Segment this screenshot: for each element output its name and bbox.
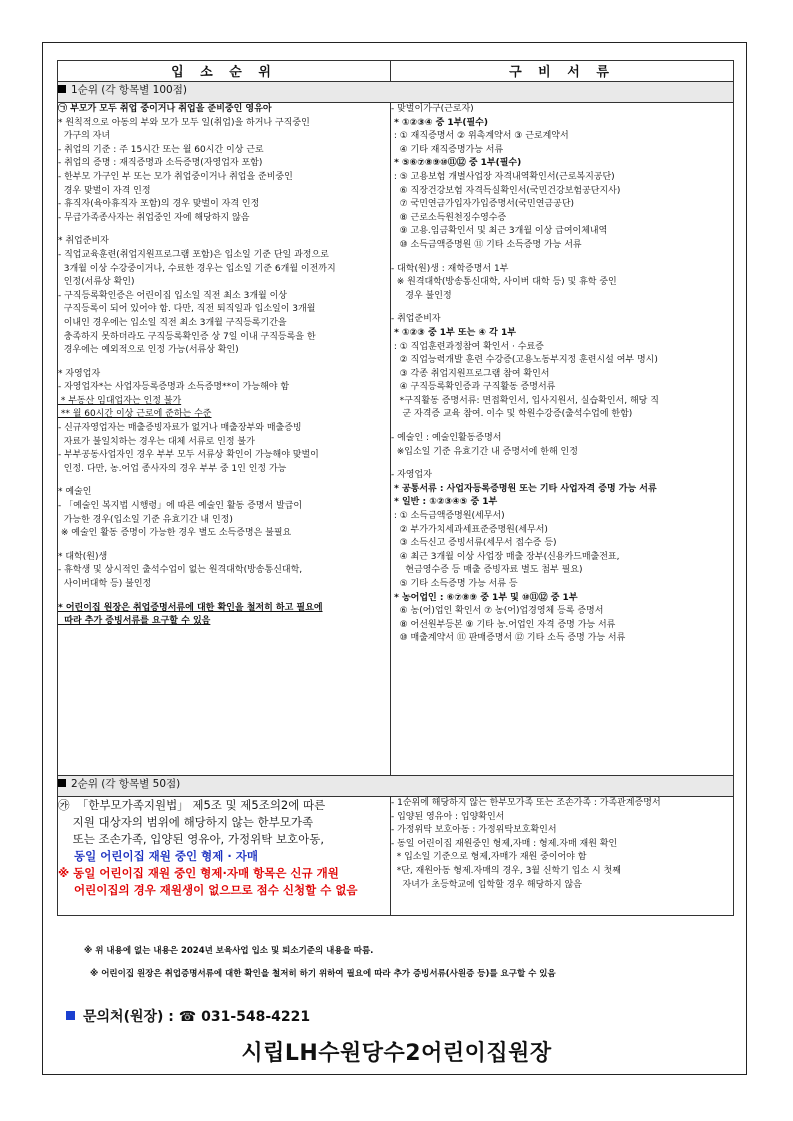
priority1-documents [391, 103, 734, 776]
right1-line: ④ 구직등록확인증과 구직활동 증명서류 [391, 382, 556, 393]
right2-line: - 가정위탁 보호아동 : 가정위탁보호확인서 [391, 825, 557, 836]
right1-line: *구직활동 증명서류: 면접확인서, 입사지원서, 실습확인서, 해당 직 [391, 395, 659, 406]
header-right: 구 비 서 류 [391, 61, 734, 82]
left1-line: 구직등록이 되어 있어야 함. 다만, 직전 퇴직일과 입소일이 3개월 [58, 304, 316, 315]
documents-list [391, 797, 733, 892]
right2-line: *단, 재원아동 형제.자매의 경우, 3월 신학기 입소 시 첫째 [391, 865, 621, 876]
right2-line: - 동일 어린이집 재원중인 형제,자매 : 형제.자매 재원 확인 [391, 838, 618, 849]
right1-line: ⑩ 매출계약서 ⑪ 판매증명서 ⑫ 기타 소득 증명 가능 서류 [391, 633, 626, 644]
right1-line: ⑥ 직장건강보험 자격득실확인서(국민건강보험공단지사) [391, 185, 621, 196]
priority2-documents [391, 797, 734, 916]
priority1-criteria [58, 103, 391, 776]
right1-line [391, 422, 733, 432]
left1-line: * 취업준비자 [58, 236, 109, 247]
left1-line: - 휴직자(육아휴직자 포함)의 경우 맞벌이 자격 인정 [58, 199, 260, 210]
right2-line: 자녀가 초등학교에 입학할 경우 해당하지 않음 [391, 879, 582, 890]
right1-line: ⑦ 국민연금가입자가입증명서(국민연금공단) [391, 199, 575, 210]
right1-line: ⑧ 어선원부등본 ⑨ 기타 농.어업인 자격 증명 가능 서류 [391, 619, 616, 630]
left1-line: - 「예술인 복지법 시행령」에 따른 예술인 활동 증명서 발급이 [58, 501, 303, 512]
left1-line: - 자영업자*는 사업자등록증명과 소득증명**이 가능해야 함 [58, 382, 290, 393]
right1-line: * 공통서류 : 사업자등록증명원 또는 기타 사업자격 증명 가능 서류 [391, 483, 657, 494]
right1-line: ⑤ 기타 소득증명 가능 서류 등 [391, 579, 518, 589]
left1-line: - 구직등록확인증은 어린이집 입소일 직전 최소 3개월 이상 [58, 290, 287, 301]
right1-line: - 맞벌이가구(근로자) [391, 104, 474, 114]
right1-line: * 농어업인 : ⑥⑦⑧⑨ 중 1부 및 ⑩⑪⑫ 중 1부 [391, 592, 578, 603]
left1-line: - 한부모 가구인 부 또는 모가 취업중이거나 취업을 준비중인 [58, 171, 293, 182]
left2-line: ㉮ 「한부모가족지원법」 제5조 및 제5조의2에 따른 [58, 798, 326, 812]
right1-line [391, 459, 733, 469]
square-bullet-icon [58, 779, 66, 787]
left1-line [58, 358, 390, 368]
right1-line: - 대학(원)생 : 재학증명서 1부 [391, 263, 509, 274]
right1-line: ③ 소득신고 증빙서류(세무서 접수증 등) [391, 538, 557, 549]
right1-line: ⑨ 고용.임금확인서 및 최근 3개월 이상 급여이체내역 [391, 226, 608, 237]
left1-line: 사이버대학 등) 불인정 [58, 579, 152, 589]
left1-line: - 무급가족종사자는 취업중인 자에 해당하지 않음 [58, 212, 250, 223]
left1-line: 경우 맞벌이 자격 인정 [58, 185, 151, 196]
right1-line: * ①②③ 중 1부 또는 ④ 각 1부 [391, 327, 516, 338]
right1-line: ② 부가가치세과세표준증명원(세무서) [391, 524, 548, 535]
left1-line: - 직업교육훈련(취업지원프로그램 포함)은 입소일 기준 단일 과정으로 [58, 249, 329, 260]
right1-line: ④ 최근 3개월 이상 사업장 매출 장부(신용카드매출전표, [391, 551, 620, 562]
right1-line: ④ 기타 재직증명가능 서류 [391, 144, 504, 155]
left1-line: * 어린이집 원장은 취업증명서류에 대한 확인을 철저히 하고 필요에 [58, 602, 323, 613]
left1-line: 경우에는 예외적으로 인정 가능(서류상 확인) [58, 345, 239, 356]
left1-line: - 휴학생 및 상시적인 출석수업이 없는 원격대학(방송통신대학, [58, 565, 303, 576]
footnote-2: ※ 어린이집 원장은 취업증명서류에 대한 확인을 철저히 하기 위하여 필요에 따라 추가 증빙서류(사원증 등)를 요구할 수 있음 [90, 969, 556, 979]
right1-line: - 자영업자 [391, 470, 432, 481]
left2-line: 어린이집의 경우 재원생이 없으므로 점수 신청할 수 없음 [58, 883, 358, 897]
right1-line: ⑥ 농(어)업인 확인서 ⑦ 농(어)업경영체 등록 증명서 [391, 606, 604, 617]
criteria-list [58, 797, 390, 899]
left1-line: ※ 예술인 활동 증명이 가능한 경우 별도 소득증명은 불필요 [58, 528, 292, 539]
left2-line: 지원 대상자의 범위에 해당하지 않는 한부모가족 [58, 815, 314, 829]
header-left: 입 소 순 위 [58, 61, 391, 82]
left1-line: 가능한 경우(입소일 기준 유효기간 내 인정) [58, 514, 233, 525]
right1-line: - 취업준비자 [391, 314, 441, 325]
footnote-1: ※ 위 내용에 없는 내용은 2024년 보육사업 입소 및 퇴소기준의 내용을 따름. [84, 946, 374, 956]
right1-line: 현금영수증 등 매출 증빙자료 별도 첨부 필요) [391, 565, 583, 576]
left1-line: ** 월 60시간 이상 근로에 준하는 수준 [58, 409, 212, 420]
right1-line: * ①②③④ 중 1부(필수) [391, 117, 488, 128]
right1-line: - 예술인 : 예술인활동증명서 [391, 433, 502, 444]
left1-line: - 취업의 기준 : 주 15시간 또는 월 60시간 이상 근로 [58, 144, 264, 155]
left1-line: 가구의 자녀 [58, 131, 111, 142]
left1-line: 3개월 이상 수강중이거나, 수료한 경우는 입소일 기준 6개월 이전까지 [58, 263, 336, 274]
right1-line: 군 자격증 교육 참여. 이수 및 학원수강증(출석수업에 한함) [391, 409, 633, 420]
blue-square-bullet-icon [66, 1011, 75, 1020]
section-1-label: 1순위 (각 항목별 100점) [58, 82, 734, 103]
left1-line: 인정(서류상 확인) [58, 277, 135, 288]
left1-line: - 신규자영업자는 매출증빙자료가 없거나 매출장부와 매출증빙 [58, 423, 302, 434]
left1-line: * 원칙적으로 아동의 부와 모가 모두 일(취업)을 하거나 구직중인 [58, 117, 310, 128]
right2-line: * 입소일 기준으로 형제,자매가 재원 중이어야 함 [391, 852, 587, 863]
section-2-label: 2순위 (각 항목별 50점) [58, 776, 734, 797]
priority2-criteria [58, 797, 391, 916]
left1-line: * 자영업자 [58, 368, 101, 379]
right1-line [391, 303, 733, 313]
left1-line [58, 476, 390, 486]
square-bullet-icon [58, 85, 66, 93]
admission-table [57, 60, 734, 916]
left1-line: - 취업의 증명 : 재직증명과 소득증명(자영업자 포함) [58, 158, 263, 169]
contact-line: 문의처(원장) : ☎ 031-548-4221 [66, 1006, 310, 1026]
right1-line: 경우 불인정 [391, 290, 452, 301]
left2-line: ※ 동일 어린이집 재원 중인 형제·자매 항목은 신규 개원 [58, 866, 339, 880]
left2-line: 또는 조손가족, 입양된 영유아, 가정위탁 보호아동, [58, 832, 325, 846]
right1-line: : ① 소득금액증명원(세무서) [391, 511, 505, 522]
right1-line: : ① 직업훈련과정참여 확인서 · 수료증 [391, 341, 544, 352]
right1-line: ③ 각종 취업지원프로그램 참여 확인서 [391, 368, 550, 379]
documents-list [391, 103, 733, 646]
left1-line: * 대학(원)생 [58, 551, 108, 562]
criteria-list [58, 103, 390, 629]
contact-label: 문의처(원장) [83, 1009, 164, 1025]
right1-line [391, 253, 733, 263]
left1-line: 따라 추가 증빙서류를 요구할 수 있음 [58, 616, 211, 627]
phone-icon: ☎ [178, 1009, 197, 1025]
right1-line: ⑩ 소득금액증명원 ⑪ 기타 소득증명 가능 서류 [391, 239, 582, 250]
left1-line: 인정. 다만, 농.어업 종사자의 경우 부부 중 1인 인정 가능 [58, 463, 287, 474]
contact-phone[interactable]: 031-548-4221 [201, 1009, 311, 1025]
right1-line: ※입소일 기준 유효기간 내 증명서에 한해 인정 [391, 446, 578, 457]
daycare-title: 시립LH수원당수2어린이집원장 [241, 1041, 552, 1066]
left1-line: * 부동산 임대업자는 인정 불가 [58, 395, 182, 406]
left1-line: 충족하지 못하더라도 구직등록확인증 상 7일 이내 구직등록을 한 [58, 331, 316, 342]
right2-line: - 입양된 영유아 : 입양확인서 [391, 811, 505, 822]
left1-line: 자료가 불일치하는 경우는 대체 서류로 인정 불가 [58, 436, 255, 447]
left1-line: - 부부공동사업자인 경우 부부 모두 서류상 확인이 가능해야 맞벌이 [58, 450, 319, 461]
right1-line: : ① 재직증명서 ② 위촉계약서 ③ 근로계약서 [391, 131, 569, 142]
left1-line [58, 541, 390, 551]
right1-line: ※ 원격대학(방송통신대학, 사이버 대학 등) 및 휴학 중인 [391, 277, 617, 288]
left1-line [58, 592, 390, 602]
right1-line: * 일반 : ①②③④⑤ 중 1부 [391, 497, 498, 508]
right1-line: * ⑤⑥⑦⑧⑨⑩⑪⑫ 중 1부(필수) [391, 158, 522, 169]
left2-line: 동일 어린이집 재원 중인 형제 · 자매 [58, 849, 258, 863]
right1-line: ② 직업능력개발 훈련 수강증(고용노동부지정 훈련시설 여부 명시) [391, 355, 658, 366]
left1-line: * 예술인 [58, 487, 92, 498]
right1-line: : ⑤ 고용보험 개별사업장 자격내역확인서(근로복지공단) [391, 171, 615, 182]
left1-line: 이내인 경우에는 입소일 직전 최소 3개월 구직등록기간을 [58, 317, 287, 328]
left1-line [58, 225, 390, 235]
right2-line: - 1순위에 해당하지 않는 한부모가족 또는 조손가족 : 가족관계증명서 [391, 798, 661, 808]
right1-line: ⑧ 근로소득원천징수영수증 [391, 212, 507, 223]
left1-line: ㉠ 부모가 모두 취업 중이거나 취업을 준비중인 영유아 [58, 104, 272, 114]
